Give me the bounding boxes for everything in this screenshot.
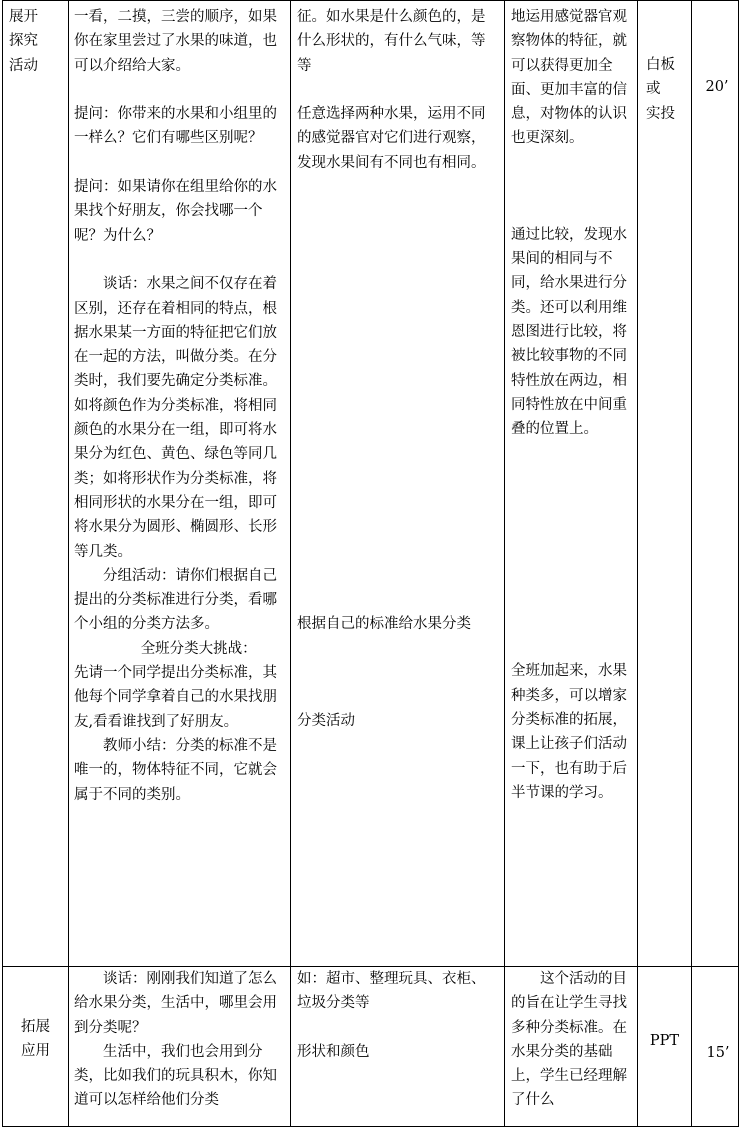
teacher-paragraph: 一看，二摸，三尝的顺序，如果你在家里尝过了水果的味道，也可以介绍给大家。: [74, 9, 277, 74]
teacher-paragraph: 谈话：刚刚我们知道了怎么给水果分类，生活中，哪里会用到分类呢？: [74, 971, 277, 1036]
media-cell: [638, 967, 692, 1127]
intent-paragraph: 全班加起来，水果种类多，可以增家分类标准的拓展，课上让孩子们活动一下，也有助于后半节课的学习。: [511, 663, 627, 801]
media-cell: [638, 1, 692, 967]
time-value: 20’: [705, 79, 729, 95]
design-intent-cell: [505, 967, 638, 1127]
stage-line: 展开: [9, 9, 38, 25]
student-paragraph: 形状和颜色: [297, 1043, 370, 1060]
stage-line: 拓展: [21, 1019, 50, 1035]
teacher-paragraph: 提问：如果请你在组里给你的水果找个好朋友，你会找哪一个呢？为什么？: [74, 179, 277, 244]
teacher-paragraph: 提问：你带来的水果和小组里的一样么？它们有哪些区别呢？: [74, 106, 277, 147]
teacher-paragraph: 教师小结：分类的标准不是唯一的，物体特征不同，它就会属于不同的类别。: [74, 737, 277, 803]
design-intent-cell: [505, 1, 638, 967]
student-paragraph: 如：超市、整理玩具、衣柜、垃圾分类等: [297, 971, 486, 1012]
media-line: 实投: [646, 105, 675, 122]
teacher-activity-cell: [69, 1, 291, 967]
table-row-apply: [3, 967, 739, 1127]
lesson-plan-table: [2, 0, 739, 1127]
intent-paragraph: 通过比较，发现水果间的相同与不同，给水果进行分类。还可以利用维恩图进行比较，将被比较事物的不同特性放在两边，相同特性放在中间重叠的位置上。: [511, 226, 627, 438]
time-cell: [692, 1, 739, 967]
media-line: PPT: [649, 1033, 680, 1049]
teacher-paragraph: 分组活动：请你们根据自己提出的分类标准进行分类，看哪个小组的分类方法多。: [74, 567, 277, 633]
student-paragraph: 根据自己的标准给水果分类: [297, 616, 471, 633]
stage-line: 活动: [9, 57, 38, 74]
time-cell: [692, 967, 739, 1127]
student-activity-cell: [291, 1, 505, 967]
student-paragraph: 任意选择两种水果，运用不同的感觉器官对它们进行观察，发现水果间有不同也有相同。: [297, 106, 486, 171]
media-line: 白板: [646, 57, 675, 73]
time-value: 15’: [706, 1045, 730, 1061]
student-paragraph: 征。如水果是什么颜色的，是什么形状的，有什么气味，等等: [297, 9, 486, 74]
table-row-explore: [3, 1, 739, 967]
intent-paragraph: 地运用感觉器官观察物体的特征，就可以获得更加全面、更加丰富的信息，对物体的认识也更深刻。: [511, 9, 627, 147]
stage-cell: [3, 967, 69, 1127]
teacher-paragraph: 生活中，我们也会用到分类，比如我们的玩具积木，你知道可以怎样给他们分类: [74, 1043, 277, 1109]
media-line: 或: [646, 81, 661, 98]
stage-line: 应用: [21, 1043, 50, 1060]
student-paragraph: 分类活动: [297, 713, 355, 730]
stage-line: 探究: [9, 33, 38, 50]
teacher-paragraph: 先请一个同学提出分类标准，其他每个同学拿着自己的水果找朋友,看看谁找到了好朋友。: [74, 665, 277, 730]
student-activity-cell: [291, 967, 505, 1127]
teacher-paragraph: 谈话：水果之间不仅存在着区别，还存在着相同的特点，根据水果某一方面的特征把它们放在一起的方法，叫做分类。在分类时，我们要先确定分类标准。如将颜色作为分类标准，将相同颜色的水果分在一组，即可将水果分为红色、黄色、绿色等同几类；如将形状作为分类标准，将相同形状的水果分在一组，即可将水果分为圆形、椭圆形、长形等几类。: [74, 276, 277, 560]
stage-cell: [3, 1, 69, 967]
teacher-activity-cell: [69, 967, 291, 1127]
intent-paragraph: 这个活动的目的旨在让学生寻找多种分类标准。在水果分类的基础上，学生已经理解了什么: [511, 971, 627, 1109]
teacher-paragraph: 全班分类大挑战：: [140, 640, 257, 657]
